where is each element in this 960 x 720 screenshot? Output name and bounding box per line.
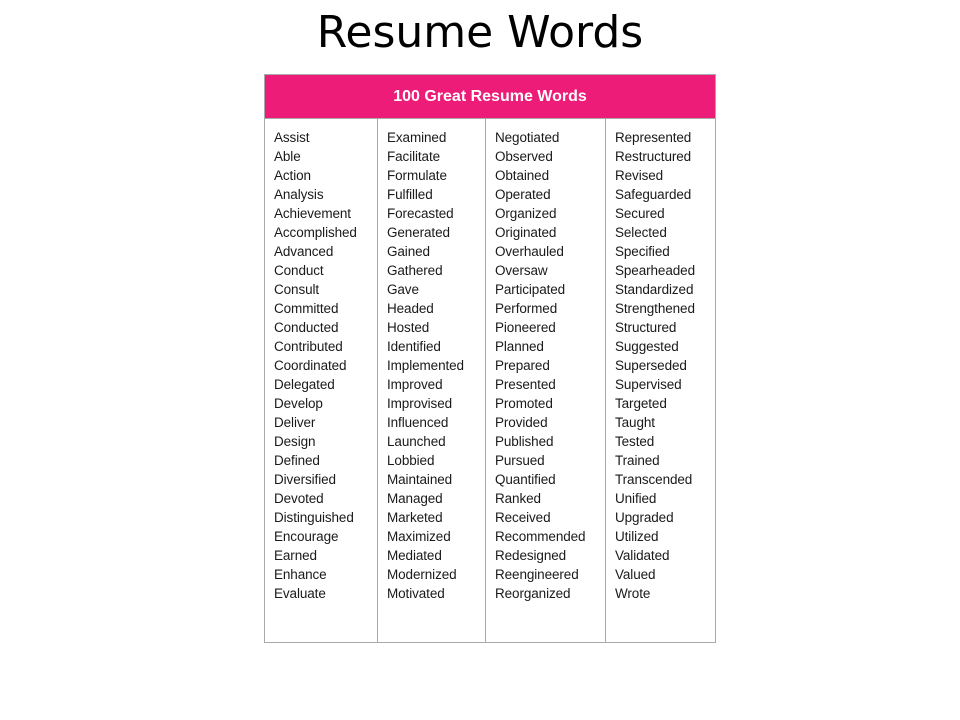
resume-word: Secured [615,206,665,221]
resume-word: Spearheaded [615,263,695,278]
resume-word: Recommended [495,529,586,544]
resume-word: Maximized [387,529,451,544]
resume-word: Strengthened [615,301,695,316]
resume-word: Gathered [387,263,443,278]
resume-word: Design [274,434,316,449]
resume-word: Identified [387,339,441,354]
resume-word: Advanced [274,244,334,259]
resume-word: Enhance [274,567,327,582]
resume-word: Ranked [495,491,541,506]
resume-word: Represented [615,130,692,145]
resume-word: Coordinated [274,358,347,373]
resume-word: Transcended [615,472,693,487]
resume-word: Tested [615,434,655,449]
resume-word: Lobbied [387,453,435,468]
resume-words-table [264,74,716,643]
resume-word: Prepared [495,358,550,373]
resume-word: Able [274,149,301,164]
resume-word: Gave [387,282,419,297]
resume-word: Conduct [274,263,324,278]
resume-word: Redesigned [495,548,567,563]
resume-word: Safeguarded [615,187,692,202]
resume-word: Unified [615,491,657,506]
resume-word: Valued [615,567,656,582]
resume-word: Trained [615,453,660,468]
resume-word: Examined [387,130,447,145]
resume-word: Reorganized [495,586,571,601]
table-body [265,119,715,643]
resume-word: Accomplished [274,225,357,240]
word-column-3 [486,119,606,643]
resume-word: Quantified [495,472,556,487]
resume-word: Action [274,168,311,183]
resume-word: Delegated [274,377,335,392]
word-column-1 [265,119,378,643]
resume-word: Participated [495,282,566,297]
resume-word: Committed [274,301,339,316]
resume-word: Standardized [615,282,694,297]
resume-word: Utilized [615,529,659,544]
resume-word: Motivated [387,586,445,601]
resume-word: Restructured [615,149,692,164]
resume-word: Achievement [274,206,351,221]
resume-word: Originated [495,225,557,240]
resume-word: Formulate [387,168,447,183]
resume-word: Forecasted [387,206,454,221]
resume-word: Taught [615,415,655,430]
resume-word: Overhauled [495,244,564,259]
resume-word: Encourage [274,529,339,544]
resume-word: Hosted [387,320,430,335]
resume-word: Pioneered [495,320,556,335]
resume-word: Upgraded [615,510,674,525]
resume-word: Marketed [387,510,443,525]
slide-title: Resume Words [316,7,644,58]
resume-word: Negotiated [495,130,560,145]
resume-word: Structured [615,320,677,335]
resume-word: Diversified [274,472,336,487]
word-column-2 [378,119,486,643]
resume-word: Implemented [387,358,464,373]
resume-word: Defined [274,453,320,468]
resume-word: Presented [495,377,556,392]
resume-word: Modernized [387,567,457,582]
resume-word: Gained [387,244,430,259]
resume-word: Revised [615,168,664,183]
resume-word: Analysis [274,187,324,202]
resume-word: Launched [387,434,446,449]
resume-word: Deliver [274,415,316,430]
resume-word: Consult [274,282,320,297]
resume-word: Supervised [615,377,682,392]
table-header: 100 Great Resume Words [265,75,715,119]
resume-word: Evaluate [274,586,326,601]
resume-word: Oversaw [495,263,548,278]
resume-word: Mediated [387,548,442,563]
resume-word: Contributed [274,339,343,354]
resume-word: Selected [615,225,667,240]
resume-word: Published [495,434,554,449]
resume-word: Wrote [615,586,651,601]
resume-word: Earned [274,548,317,563]
resume-word: Distinguished [274,510,354,525]
resume-word: Fulfilled [387,187,433,202]
resume-word: Obtained [495,168,549,183]
resume-word: Specified [615,244,670,259]
resume-word: Maintained [387,472,453,487]
resume-word: Devoted [274,491,324,506]
word-column-4 [606,119,715,643]
resume-word: Improvised [387,396,453,411]
resume-word: Generated [387,225,450,240]
resume-word: Received [495,510,551,525]
resume-word: Influenced [387,415,449,430]
resume-word: Validated [615,548,670,563]
resume-word: Performed [495,301,558,316]
resume-word: Conducted [274,320,339,335]
resume-word: Develop [274,396,323,411]
resume-word: Superseded [615,358,687,373]
resume-word: Improved [387,377,443,392]
resume-word: Operated [495,187,551,202]
resume-word: Targeted [615,396,667,411]
resume-word: Reengineered [495,567,579,582]
resume-word: Headed [387,301,434,316]
resume-word: Suggested [615,339,679,354]
resume-word: Assist [274,130,310,145]
resume-word: Facilitate [387,149,441,164]
resume-word: Pursued [495,453,545,468]
resume-word: Managed [387,491,443,506]
resume-word: Planned [495,339,544,354]
resume-word: Provided [495,415,548,430]
resume-word: Observed [495,149,553,164]
resume-word: Promoted [495,396,553,411]
resume-word: Organized [495,206,557,221]
